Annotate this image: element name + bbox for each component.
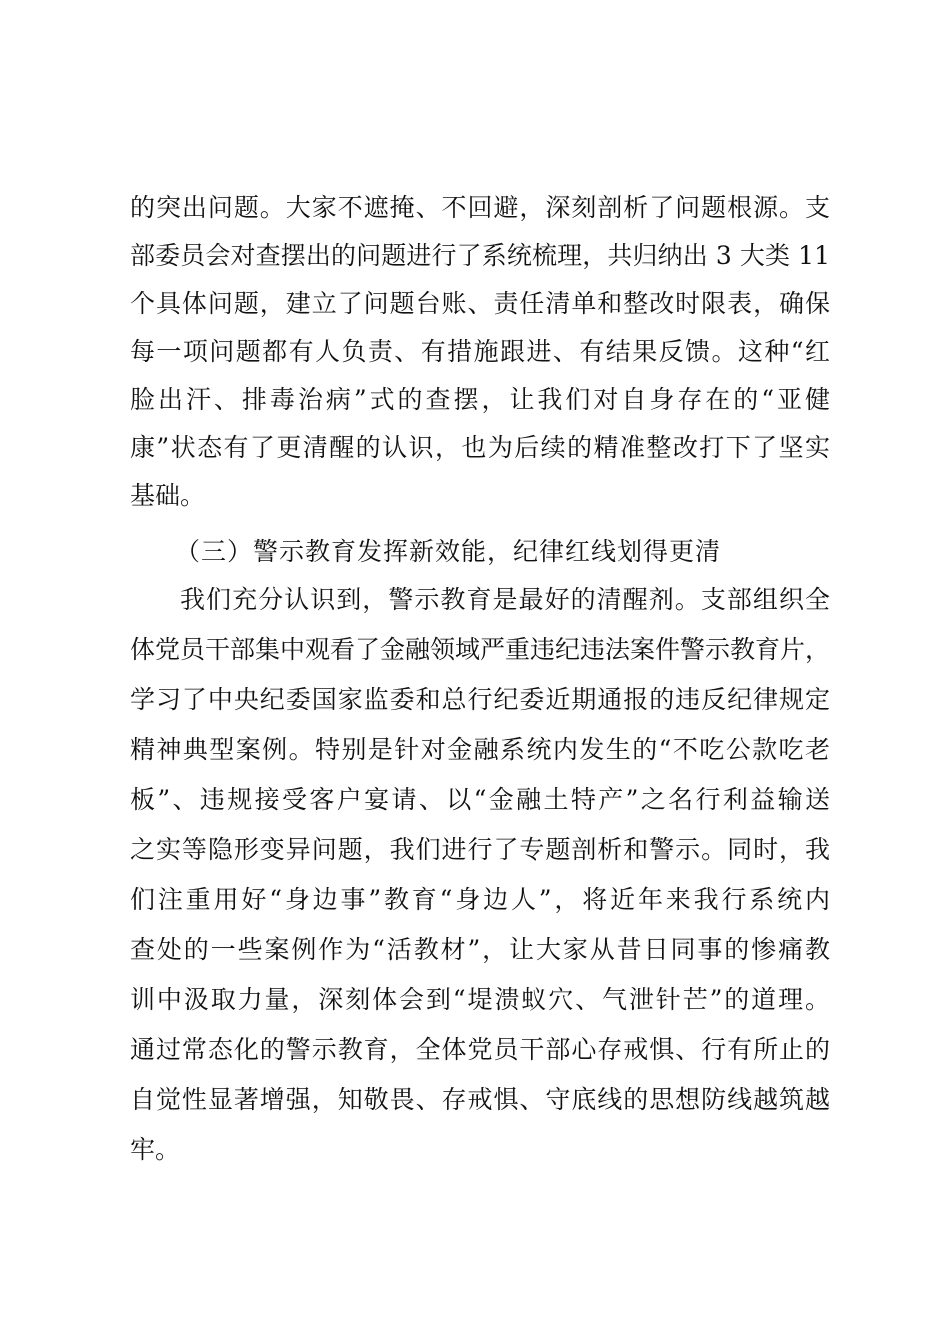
text-line: 查处的一些案例作为“活教材”，让大家从昔日同事的惨痛教 [130,935,830,964]
text-line: 板”、违规接受客户宴请、以“金融土特产”之名行利益输送 [130,785,830,814]
paragraph-continued [130,190,830,526]
text-line: 自觉性显著增强，知敬畏、存戒惧、守底线的思想防线越筑越 [130,1085,830,1114]
text-line: 训中汲取力量，深刻体会到“堤溃蚁穴、气泄针芒”的道理。 [130,985,830,1014]
text-line: 体党员干部集中观看了金融领域严重违纪违法案件警示教育片， [130,635,831,664]
text-line: 通过常态化的警示教育，全体党员干部心存戒惧、行有所止的 [130,1035,830,1064]
text-line: 之实等隐形变异问题，我们进行了专题剖析和警示。同时，我 [130,835,830,864]
text-line: 精神典型案例。特别是针对金融系统内发生的“不吃公款吃老 [130,735,830,764]
text-line: 基础。 [130,481,206,510]
text-line: 每一项问题都有人负责、有措施跟进、有结果反馈。这种“红 [130,337,830,366]
text-line: 部委员会对查摆出的问题进行了系统梳理，共归纳出 3 大类 11 [130,241,830,270]
text-line: 康”状态有了更清醒的认识，也为后续的精准整改打下了坚实 [130,433,830,462]
text-line: 牢。 [130,1135,181,1164]
text-line: 脸出汗、排毒治病”式的查摆，让我们对自身存在的“亚健 [130,385,830,414]
text-line: 学习了中央纪委国家监委和总行纪委近期通报的违反纪律规定 [130,685,830,714]
text-line: 个具体问题，建立了问题台账、责任清单和整改时限表，确保 [130,289,830,318]
section-heading: （三）警示教育发挥新效能，纪律红线划得更清 [175,537,722,566]
text-line: 们注重用好“身边事”教育“身边人”，将近年来我行系统内 [130,885,830,914]
paragraph-warning-education [130,582,830,1182]
text-line: 的突出问题。大家不遮掩、不回避，深刻剖析了问题根源。支 [130,193,830,222]
text-line: 我们充分认识到，警示教育是最好的清醒剂。支部组织全 [180,585,830,614]
